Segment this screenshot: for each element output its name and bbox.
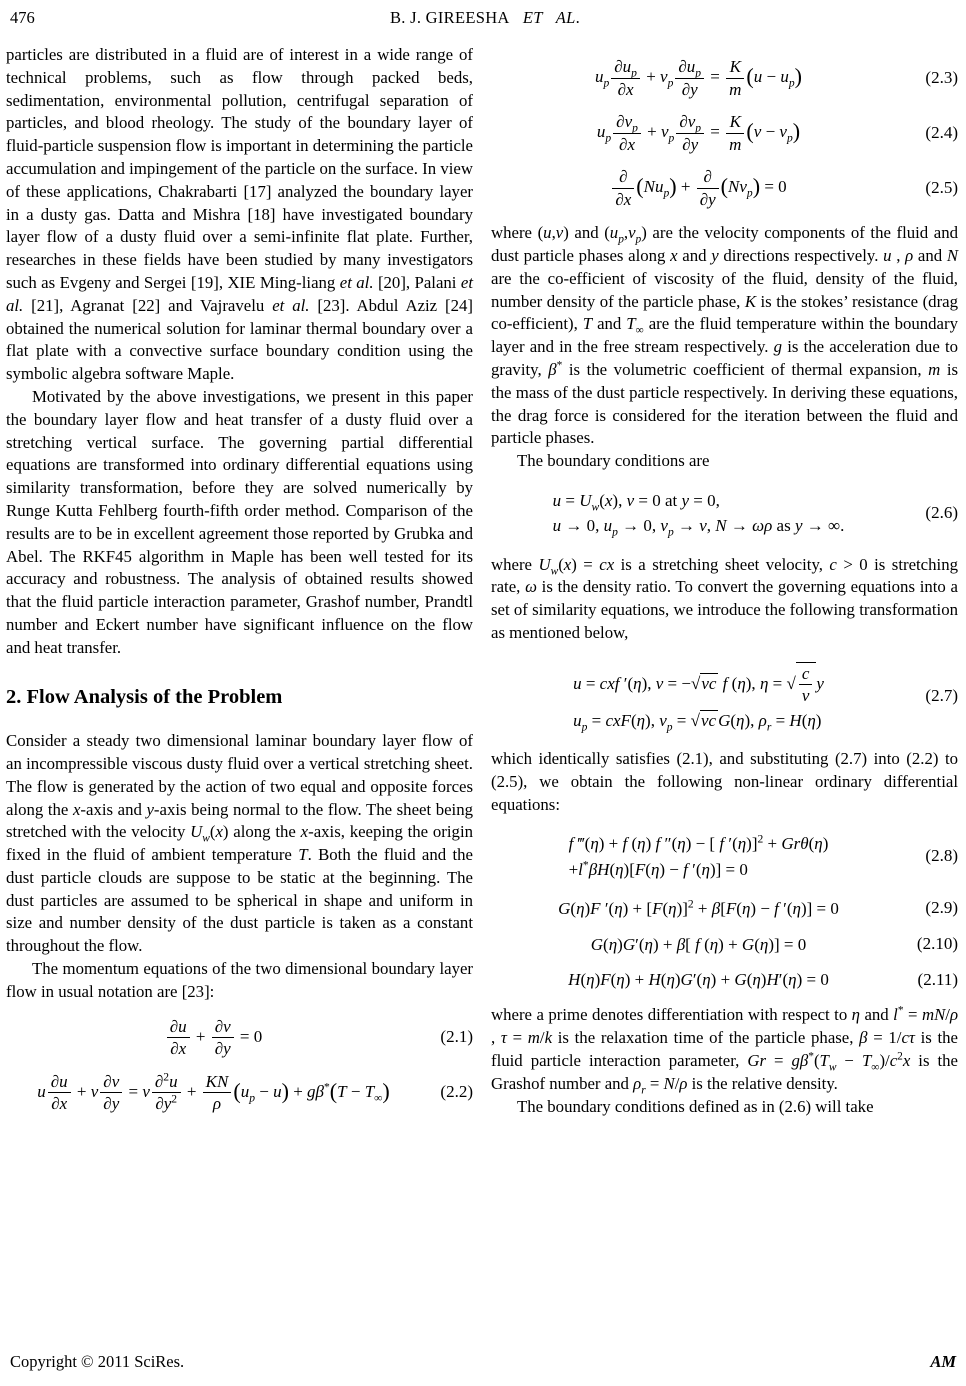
equation-2-7-line2: $u_p = cxF(\eta)$, $v_p = √vc$ G(η), $\rho_r = H(\eta)$ xyxy=(573,710,822,734)
equation-2-8 xyxy=(491,829,958,884)
copyright-notice: Copyright © 2011 SciRes. xyxy=(10,1352,185,1371)
two-column-body xyxy=(6,44,960,1127)
equation-2-6-line1: $u = U_w(x)$, v = 0 at y = 0, xyxy=(552,491,720,514)
paragraph-intro-continued: particles are distributed in a fluid are of interest in a wide range of technical problems, such as flow through packed beds, sedimentation, environmental pollution, centrifugal separation of particles, and blood rheology. The study of the boundary layer of fluid-particle suspension flow is important in determining the particle accumulation and impingement of the particle on the surface. In view of these applications, Chakrabarti [17] analyzed the boundary layer in a dusty gas. Datta and Mishra [18] have investigated boundary layer flow of a dusty fluid over a semi-infinite flat plate. Further, researches in these fields have been studied by many investigators such as Evgeny and Sergei [19], XIE Ming-liang et al. [20], Palani et al. [21], Agranat [22] and Vajravelu et al. [23]. Abdul Aziz [24] obtained the numerical solution for laminar thermal boundary over a flat plate with a convective surface boundary condition using the symbolic algebra software Maple. xyxy=(6,45,474,384)
equation-2-7-line1: u = cxf ′(η), v = −√vc f (η), η = √ $\frac{c}{v}$ y xyxy=(573,663,824,706)
paragraph-flow-setup: Consider a steady two dimensional laminar boundary layer flow of an incompressible viscous dusty fluid over a vertical stretching sheet. The flow is generated by the action of two equal and opposite forces along the x-axis and y-axis being normal to the flow. The sheet being stretched with the velocity $U_w(x)$ along the x-axis, keeping the origin fixed in the fluid of ambient temperature T. Both the fluid and the dust particle clouds are suppose to be static at the beginning. The dust particles are assumed to be spherical in shape and uniform in size and number density of the dust particle is taken as a constant throughout the flow. xyxy=(6,731,473,956)
equation-2-2 xyxy=(6,1072,473,1114)
paragraph-ode-lead: which identically satisfies (2.1), and substituting (2.7) into (2.2) to (2.5), we obtain the following non-linear ordinary differential equations: xyxy=(491,749,958,814)
paragraph-momentum-lead: The momentum equations of the two dimensional boundary layer flow in usual notation are [23]: xyxy=(6,959,473,1001)
equation-2-8-line1: f ‴(η) + f (η) f ″(η) − [ f ′(η)]$^2$ + Grθ(η) xyxy=(568,832,829,854)
equation-2-11 xyxy=(491,969,958,992)
equation-2-10-number: (2.10) xyxy=(916,933,958,953)
paragraph-bc-transition: The boundary conditions defined as in (2.6) will take xyxy=(517,1096,874,1116)
equation-2-2-body: u $\frac{\partial u}{\partial x}$ + v $\frac{\partial v}{\partial y}$ = v $\frac{\partial^2u}{\partial y^2}$ + $\frac{KN}{\rho}$ $(u_p - u) + g\beta^*(T - T_\infty)$ xyxy=(37,1070,390,1114)
paragraph-parameter-definitions: where a prime denotes differentiation with respect to η and l* = mN/ρ , τ = m/k is the relaxation time of the particle phase, β = 1/cτ is the fluid particle interaction parameter, $Gr = g\beta^*(T_w - T_\infty)/c^2x$ is the Grashof number and $\rho_r = N/\rho$ is the relative density. xyxy=(491,1004,959,1097)
equation-2-9 xyxy=(491,897,958,920)
equation-2-6-body xyxy=(491,486,906,541)
equation-2-7 xyxy=(491,658,958,735)
page-footer xyxy=(10,1352,956,1372)
equation-2-10 xyxy=(491,933,958,956)
equation-2-6 xyxy=(491,486,958,541)
running-head: B. J. GIREESHA ET AL. xyxy=(389,8,581,27)
equation-2-11-number: (2.11) xyxy=(917,969,958,989)
page-header xyxy=(6,8,960,28)
equation-2-4-body: $u_p$ $\frac{\partial v_p}{\partial x}$ + $v_p$ $\frac{\partial v_p}{\partial y}$ = $\frac{K}{m}$ $(v - v_p)$ xyxy=(596,112,801,154)
equation-2-2-number: (2.2) xyxy=(440,1082,473,1102)
equation-2-3-number: (2.3) xyxy=(925,67,958,87)
equation-2-8-body xyxy=(491,829,906,884)
equation-2-5 xyxy=(491,167,958,209)
right-column xyxy=(491,44,958,1127)
equation-2-7-body xyxy=(491,658,906,735)
equation-2-4 xyxy=(491,112,958,154)
equation-2-8-number: (2.8) xyxy=(925,846,958,866)
journal-abbreviation: AM xyxy=(930,1352,956,1371)
equation-2-7-number: (2.7) xyxy=(925,686,958,705)
equation-2-8-line2: +l*βH(η)[F(η) − f ′(η)] = 0 xyxy=(568,858,748,879)
paragraph-nomenclature: where (u,v) and $(u_p,v_p)$ are the velocity components of the fluid and dust particle phases along x and y directions respectively. u , ρ and N are the co-efficient of viscosity of the fluid, density of the fluid, number density of the particle phase, K is the stokes’ resistance (drag co-efficient), T and $T_\infty$ are the fluid temperature within the boundary layer and in the free stream respectively. g is the acceleration due to gravity, β* is the volumetric coefficient of thermal expansion, m is the mass of the dust particle respectively. In deriving these equations, the drag force is considered for the iteration between the fluid and particle phases. xyxy=(491,223,959,448)
paragraph-boundary-conditions-lead: The boundary conditions are xyxy=(517,451,710,471)
equation-2-5-body: ∂ ∂x $(Nu_p)$ + ∂ ∂y $(Nv_p) = 0$ xyxy=(491,167,906,209)
equation-2-5-number: (2.5) xyxy=(925,177,958,197)
equation-2-6-number: (2.6) xyxy=(925,502,958,522)
equation-2-3-body: $u_p$ $\frac{\partial u_p}{\partial x}$ + $v_p$ $\frac{\partial u_p}{\partial y}$ = $\frac{K}{m}$ $(u - u_p)$ xyxy=(594,57,803,99)
section-heading: 2. Flow Analysis of the Problem xyxy=(6,685,283,708)
equation-2-9-number: (2.9) xyxy=(925,897,958,917)
equation-2-11-body: H(η)F(η) + H(η)G′(η) + G(η)H′(η) = 0 xyxy=(568,970,829,990)
equation-2-9-body: G(η)F $'(\eta) + [F(\eta)]^2 + \beta[F(\eta) - f$ ′(η)] = 0 xyxy=(558,897,839,918)
equation-2-1 xyxy=(6,1017,473,1059)
paragraph-transformation-lead: where $U_w(x)$ = cx is a stretching sheet velocity, c > 0 is stretching rate, ω is the density ratio. To convert the governing equations into a set of similarity equations, we introduce the following transformation as mentioned below, xyxy=(491,554,958,642)
page-number: 476 xyxy=(10,8,35,27)
equation-2-3 xyxy=(491,57,958,99)
paragraph-motivation: Motivated by the above investigations, we present in this paper the boundary layer flow and heat transfer of a dusty fluid over a stretching vertical surface. The governing partial differential equations are transformed into ordinary differential equations using similarity transformation, before they are solved numerically by Runge Kutta Fehlberg fourth-fifth order method. Comparison of the results are to be in excellent agreement those reported by Grubka and Abel. The RKF45 algorithm in Maple has been well tested for its accuracy and robustness. The analysis of obtained results showed that the fluid particle interaction parameter, Grashof number, Prandtl number and Eckert number have significant influence on the flow and heat transfer. xyxy=(6,386,473,657)
equation-2-6-line2: u → 0, $u_p \to 0$, $v_p \to v$, N → ωρ as y → ∞. xyxy=(552,516,845,539)
equation-2-1-body: $\frac{\partial u}{\partial x}$ + $\frac{\partial v}{\partial y}$ = 0 xyxy=(6,1017,421,1059)
equation-2-1-number: (2.1) xyxy=(440,1027,473,1047)
equation-2-4-number: (2.4) xyxy=(925,122,958,142)
equation-2-10-body: G(η)G′(η) + β[ f (η) + G(η)] = 0 xyxy=(590,934,807,954)
left-column xyxy=(6,44,473,1127)
